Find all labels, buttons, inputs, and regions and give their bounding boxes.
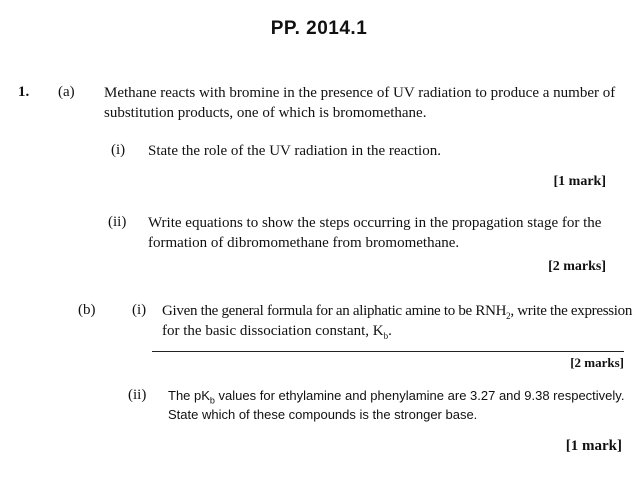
question-number: 1. <box>18 84 30 100</box>
part-a-ii-text-line-2: formation of dibromomethane from bromomethane. <box>148 235 460 251</box>
part-a-stem-line-1: Methane reacts with bromine in the presence of UV radiation to produce a number of <box>104 85 616 101</box>
part-a-stem-line-2: substitution products, one of which is bromomethane. <box>104 105 427 121</box>
part-a-i-marks: [1 mark] <box>553 174 606 189</box>
page-title: PP. 2014.1 <box>270 18 368 39</box>
part-b-i-marks: [2 marks] <box>570 355 624 370</box>
part-b-ii-label: (ii) <box>128 387 147 403</box>
part-b-i-label: (i) <box>132 302 147 318</box>
part-b-label: (b) <box>78 302 96 318</box>
part-b-ii-line-1: The $pK_b$ values for ethylamine and phenylamine are 3.27 and 9.38 respectively. <box>168 388 625 406</box>
part-a-i-text: State the role of the UV radiation in the reaction. <box>148 143 441 159</box>
part-a-ii-marks: [2 marks] <box>548 259 606 274</box>
part-a-ii-label: (ii) <box>108 214 127 230</box>
part-b-ii-line-2: State which of these compounds is the stronger base. <box>168 407 478 422</box>
part-a-ii-text-line-1: Write equations to show the steps occurring in the propagation stage for the <box>148 215 602 231</box>
part-b-i-line-2: for the basic dissociation constant, $K_b$. <box>162 323 392 341</box>
part-b-ii-marks: [1 mark] <box>565 438 622 454</box>
part-a-label: (a) <box>58 84 75 100</box>
answer-line <box>152 351 624 352</box>
part-b-i-line-1: Given the general formula for an aliphatic amine to be $RNH_2$, write the expression <box>162 303 633 321</box>
part-a-i-label: (i) <box>111 142 126 158</box>
